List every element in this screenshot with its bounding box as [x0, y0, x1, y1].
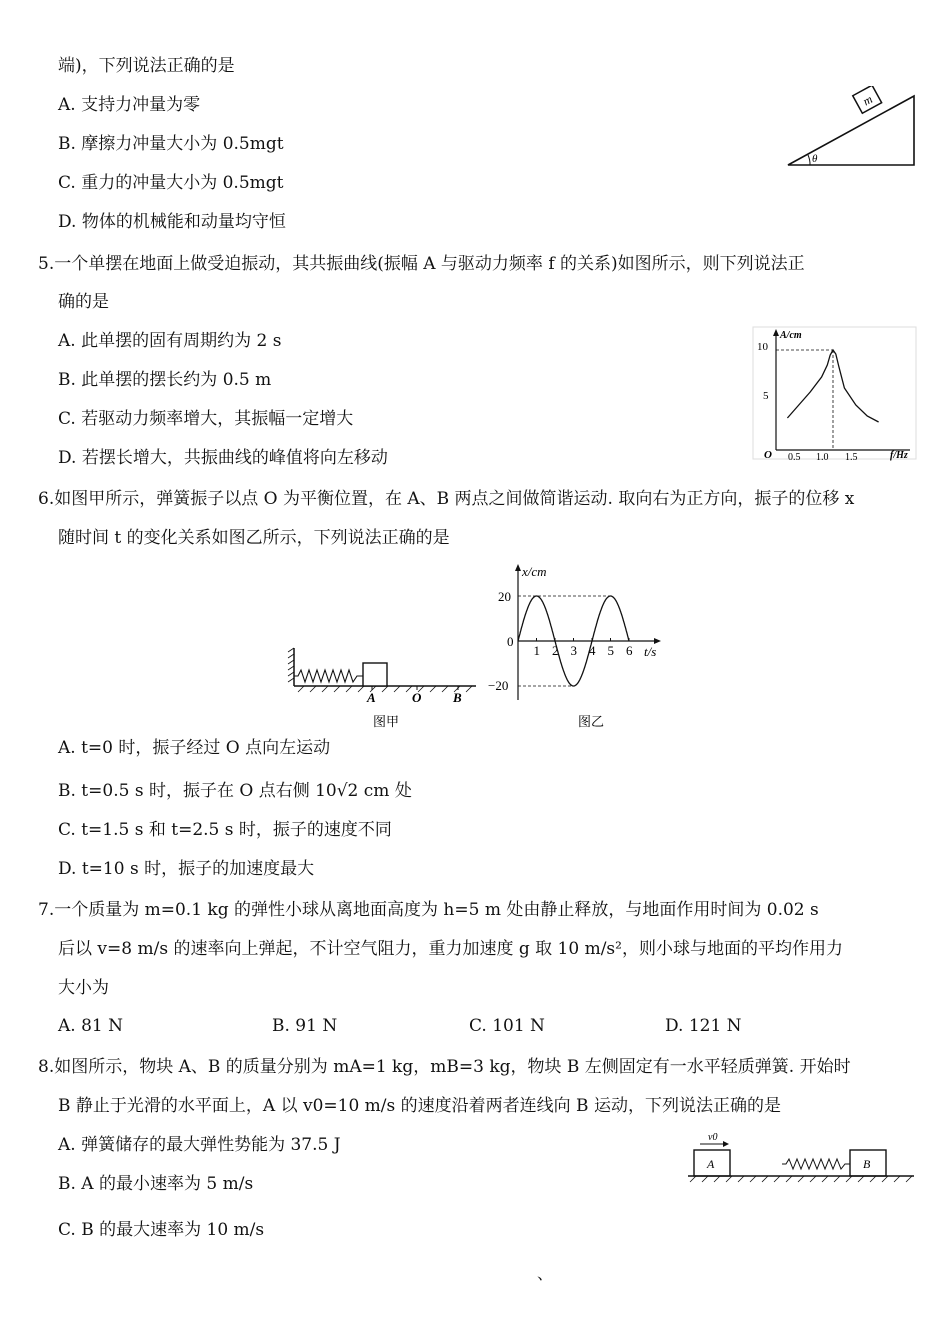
y-axis-label: A/cm	[780, 330, 802, 341]
velocity-label: v0	[708, 1132, 718, 1143]
x-tick-label-4: 4	[589, 643, 596, 658]
q8-option-c: C. B 的最大速率为 10 m/s	[58, 1220, 265, 1240]
block-b-label: B	[863, 1157, 871, 1171]
x-tick-1.0: 1.0	[816, 452, 829, 462]
point-o-label: O	[412, 690, 422, 705]
fig-b-caption: 图乙	[578, 714, 605, 729]
origin-label: 0	[507, 634, 514, 649]
q5-stem-line2: 确的是	[58, 292, 109, 312]
q5-stem-line1: 5.一个单摆在地面上做受迫振动，其共振曲线(振幅 A 与驱动力频率 f 的关系)如图所示，则下列说法正	[38, 254, 805, 274]
q7-stem-line3: 大小为	[58, 978, 109, 998]
spring	[782, 1159, 850, 1169]
q6-option-a: A. t=0 时，振子经过 O 点向左运动	[58, 738, 331, 758]
q5-option-d: D. 若摆长增大，共振曲线的峰值将向左移动	[58, 448, 388, 468]
angle-theta-label: θ	[812, 153, 818, 165]
q6-option-d: D. t=10 s 时，振子的加速度最大	[58, 859, 315, 879]
q6-stem-line2: 随时间 t 的变化关系如图乙所示，下列说法正确的是	[58, 528, 450, 548]
q5-option-b: B. 此单摆的摆长约为 0.5 m	[58, 370, 272, 390]
origin-label: O	[764, 449, 772, 461]
x-tick-label-6: 6	[626, 643, 633, 658]
q7-option-a: A. 81 N	[58, 1016, 123, 1036]
q4-option-b: B. 摩擦力冲量大小为 0.5mgt	[58, 134, 284, 154]
spring-oscillator-figure	[286, 642, 486, 734]
q7-option-d: D. 121 N	[665, 1016, 742, 1036]
point-a-label: A	[367, 690, 376, 705]
q7-option-b: B. 91 N	[272, 1016, 338, 1036]
y-tick-5: 5	[763, 390, 769, 402]
q8-option-a: A. 弹簧储存的最大弹性势能为 37.5 J	[58, 1135, 341, 1155]
displacement-time-chart	[486, 560, 666, 734]
q7-stem-line2: 后以 v=8 m/s 的速率向上弹起，不计空气阻力，重力加速度 g 取 10 m/s²，则小球与地面的平均作用力	[58, 939, 843, 959]
x-tick-1.5: 1.5	[845, 452, 858, 462]
q5-option-c: C. 若驱动力频率增大，其振幅一定增大	[58, 409, 354, 429]
q8-stem-line1: 8.如图所示，物块 A、B 的质量分别为 mA=1 kg，mB=3 kg，物块 B 左侧固定有一水平轻质弹簧. 开始时	[38, 1057, 851, 1077]
incline-figure	[784, 86, 924, 172]
y-tick-neg20: −20	[488, 678, 509, 693]
x-tick-label-1: 1	[533, 643, 540, 658]
footer-mark: 、	[537, 1264, 554, 1283]
q7-option-c: C. 101 N	[469, 1016, 545, 1036]
x-axis-label: t/s	[644, 644, 657, 659]
block-a-label: A	[707, 1157, 715, 1171]
resonance-curve-chart	[752, 326, 918, 462]
y-axis-label: x/cm	[522, 564, 547, 579]
x-tick-0.5: 0.5	[788, 452, 801, 462]
q6-option-b: B. t=0.5 s 时，振子在 O 点右侧 10√2 cm 处	[58, 781, 412, 801]
y-tick-10: 10	[757, 341, 768, 353]
q5-option-a: A. 此单摆的固有周期约为 2 s	[58, 331, 282, 351]
q7-stem-line1: 7.一个质量为 m=0.1 kg 的弹性小球从离地面高度为 h=5 m 处由静止释放，与地面作用时间为 0.02 s	[38, 900, 819, 920]
fig-a-caption: 图甲	[373, 714, 400, 729]
q4-option-a: A. 支持力冲量为零	[58, 95, 201, 115]
y-tick-20: 20	[498, 589, 511, 604]
x-tick-label-5: 5	[607, 643, 614, 658]
point-b-label: B	[453, 690, 462, 705]
q4-stem-cont: 端)，下列说法正确的是	[58, 56, 235, 76]
q6-option-c: C. t=1.5 s 和 t=2.5 s 时，振子的速度不同	[58, 820, 392, 840]
q4-option-d: D. 物体的机械能和动量均守恒	[58, 212, 286, 232]
q8-option-b: B. A 的最小速率为 5 m/s	[58, 1174, 254, 1194]
q8-stem-line2: B 静止于光滑的水平面上，A 以 v0=10 m/s 的速度沿着两者连线向 B 运动，下列说法正确的是	[58, 1096, 781, 1116]
spring	[294, 670, 363, 682]
q4-option-c: C. 重力的冲量大小为 0.5mgt	[58, 173, 284, 193]
block-m-label: m	[860, 91, 875, 109]
collision-figure	[686, 1128, 918, 1188]
x-tick-label-2: 2	[552, 643, 559, 658]
x-axis-label: f/Hz	[890, 450, 908, 461]
q6-stem-line1: 6.如图甲所示，弹簧振子以点 O 为平衡位置，在 A、B 两点之间做简谐运动. 取向右为正方向，振子的位移 x	[38, 489, 855, 509]
x-tick-label-3: 3	[570, 643, 577, 658]
oscillator-block	[363, 663, 387, 686]
